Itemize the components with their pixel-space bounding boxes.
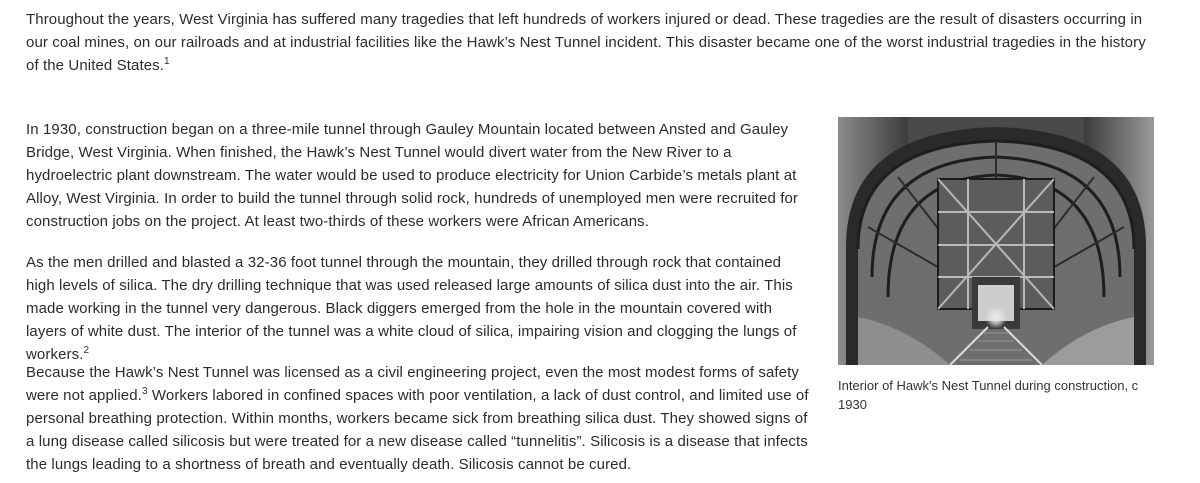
figure-caption: Interior of Hawk's Nest Tunnel during construction, c 1930 [838,378,1139,412]
tunnel-photo[interactable] [838,117,1154,365]
paragraph-silica-text: As the men drilled and blasted a 32-36 foot tunnel through the mountain, they drilled through rock that contained high levels of silica. The dry drilling technique that was used released large amounts of silica dust into the air. This made working in the tunnel very dangerous. Black diggers emerged from the hole in the mountain covered with layers of white dust. The interior of the tunnel was a white cloud of silica, impairing vision and clogging the lungs of workers. [26,254,797,363]
paragraph-safety-text-b: Workers labored in confined spaces with poor ventilation, a lack of dust control, and limited use of personal breathing protection. Within months, workers became sick from breathing silica dust. They showed signs of a lung disease called silicosis but were treated for a new disease called “tunnelitis”. Silicosis is a disease that infects the lungs leading to a shortness of breath and eventually death. Silicosis cannot be cured. [26,387,809,473]
paragraph-construction [26,118,801,233]
paragraph-safety [26,361,811,476]
intro-text: Throughout the years, West Virginia has suffered many tragedies that left hundreds of workers injured or dead. These tragedies are the result of disasters occurring in our coal mines, on our railroads and at industrial facilities like the Hawk’s Nest Tunnel incident. This disaster became one of the worst industrial tragedies in the history of the United States. [26,11,1146,74]
paragraph-safety-text-a: Because the Hawk’s Nest Tunnel was licensed as a civil engineering project, even the most modest forms of safety were not applied. [26,364,799,404]
footnote-1[interactable]: 1 [164,56,170,67]
paragraph-construction-text: In 1930, construction began on a three-mile tunnel through Gauley Mountain located between Ansted and Gauley Bridge, West Virginia. When finished, the Hawk’s Nest Tunnel would divert water from the New River to a hydroelectric plant downstream. The water would be used to produce electricity for Union Carbide’s metals plant at Alloy, West Virginia. In order to build the tunnel through solid rock, hundreds of unemployed men were recruited for construction jobs on the project. At least two-thirds of these workers were African Americans. [26,121,799,230]
footnote-3[interactable]: 3 [141,386,148,397]
paragraph-silica [26,251,801,366]
tunnel-figure [838,117,1154,414]
footnote-2[interactable]: 2 [83,345,90,356]
intro-paragraph [26,8,1161,77]
